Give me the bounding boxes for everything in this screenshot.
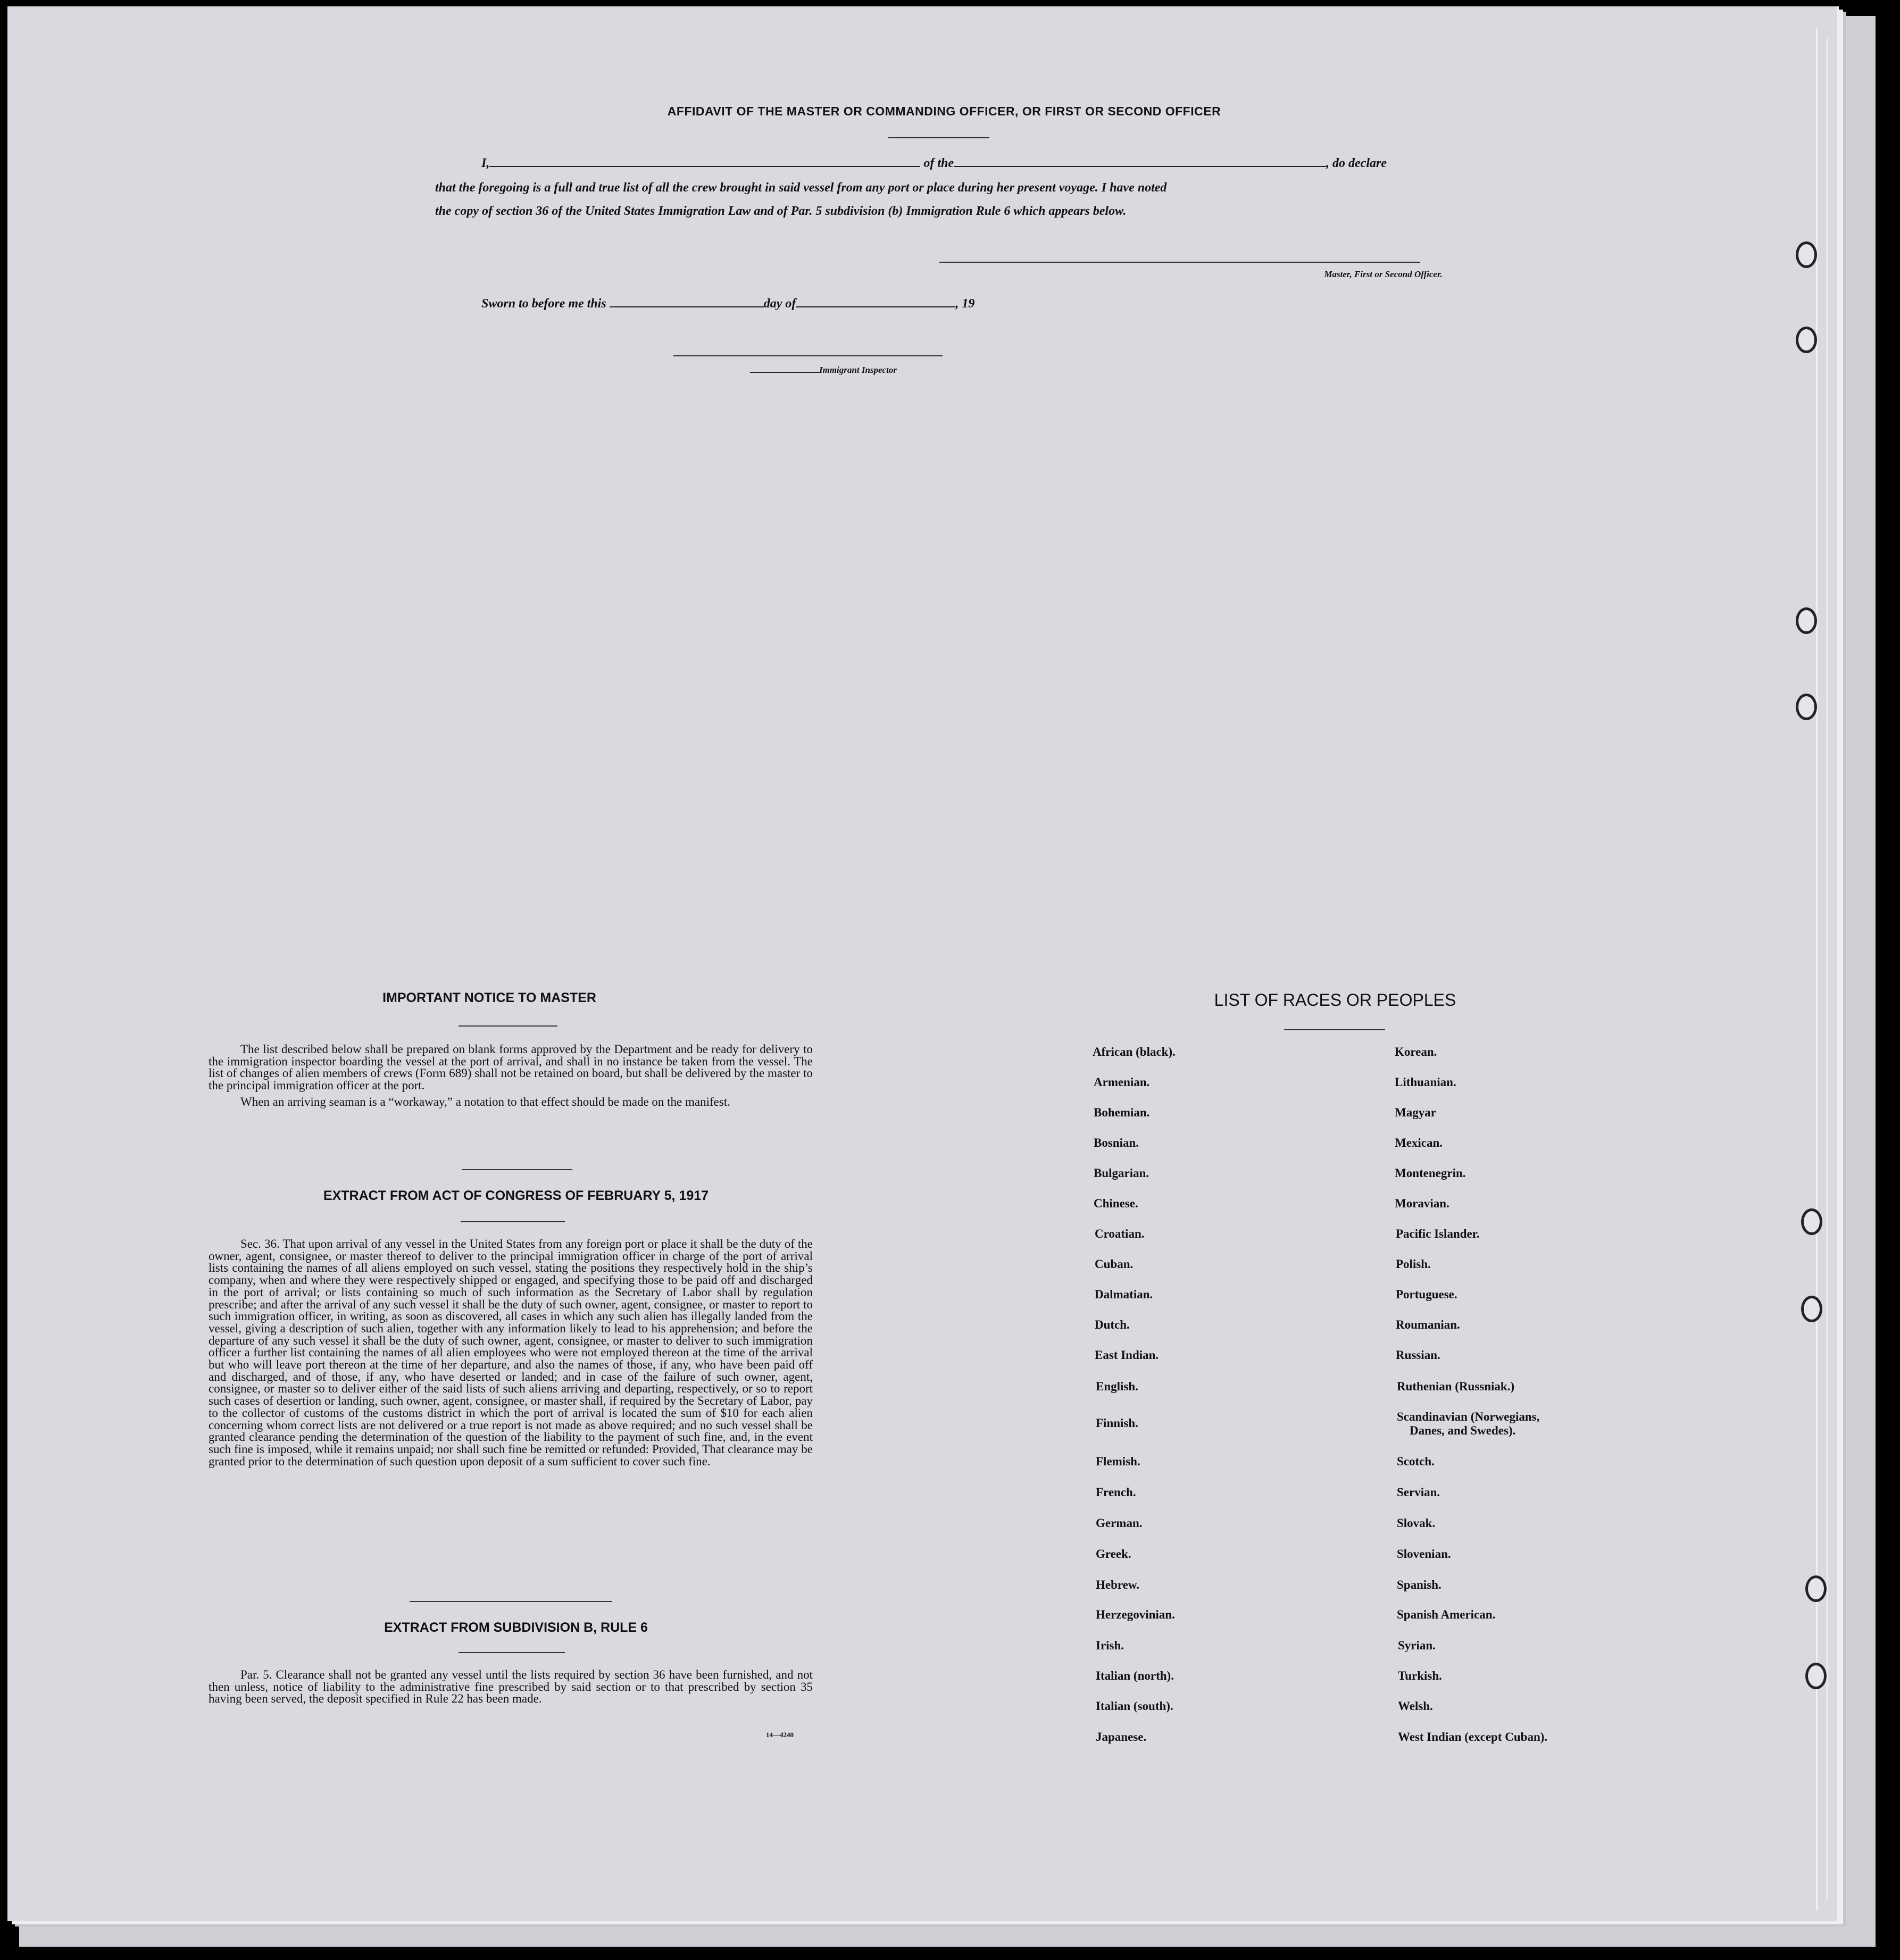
race-item: Polish. xyxy=(1396,1257,1431,1271)
race-item: Irish. xyxy=(1096,1639,1124,1652)
race-item: German. xyxy=(1096,1516,1143,1530)
day-of-label: day of xyxy=(763,297,796,311)
race-item: Bulgarian. xyxy=(1094,1166,1149,1180)
race-item: Chinese. xyxy=(1094,1197,1138,1210)
notice-paragraph: The list described below shall be prepared on blank forms approved by the Department and be ready for delivery to the immigration inspector boarding the vessel at the port of arrival, and shall in no instance be taken from the vessel. The list of changes of alien members of crews (Form 689) shall not be retained on board, but shall be delivered by the master to the principal immigration officer at the port. xyxy=(209,1042,813,1092)
race-item: Turkish. xyxy=(1398,1669,1442,1682)
binder-hole xyxy=(1796,241,1817,268)
race-item: East Indian. xyxy=(1095,1348,1159,1362)
act-heading: EXTRACT FROM ACT OF CONGRESS OF FEBRUARY 5, 1917 xyxy=(323,1188,709,1203)
race-item: Armenian. xyxy=(1094,1075,1150,1089)
race-item-continuation: Danes, and Swedes). xyxy=(1410,1424,1516,1437)
rule-heading: EXTRACT FROM SUBDIVISION B, RULE 6 xyxy=(384,1620,648,1635)
race-item: Ruthenian (Russniak.) xyxy=(1397,1380,1515,1393)
race-item: Scotch. xyxy=(1397,1455,1435,1468)
binder-hole xyxy=(1796,694,1817,720)
race-item: Italian (north). xyxy=(1096,1669,1174,1682)
year-label: , 19 xyxy=(955,297,975,311)
race-item: Portuguese. xyxy=(1396,1288,1457,1301)
race-item: Greek. xyxy=(1096,1547,1131,1561)
race-item: Croatian. xyxy=(1095,1227,1145,1240)
signature-line[interactable] xyxy=(939,262,1420,263)
form-sheet xyxy=(7,6,1839,1921)
inspector-name-field[interactable] xyxy=(750,371,819,373)
divider xyxy=(888,137,989,138)
divider xyxy=(462,1169,572,1170)
act-body xyxy=(209,1238,813,1467)
race-item: Dutch. xyxy=(1095,1318,1130,1331)
signature-caption: Master, First or Second Officer. xyxy=(1324,269,1443,279)
race-item: Pacific Islander. xyxy=(1396,1227,1480,1240)
binder-hole xyxy=(1796,607,1817,634)
race-item: Bohemian. xyxy=(1094,1106,1150,1119)
race-item: Spanish. xyxy=(1397,1578,1441,1591)
vessel-name-field[interactable] xyxy=(954,165,1326,167)
race-item: Servian. xyxy=(1397,1486,1440,1499)
divider xyxy=(459,1025,557,1027)
declaration-text: the copy of section 36 of the United States Immigration Law and of Par. 5 subdivision (b) Immigration Rule 6 which appears below. xyxy=(435,204,1127,218)
sworn-month-field[interactable] xyxy=(796,306,955,307)
rule-paragraph: Par. 5. Clearance shall not be granted any vessel until the lists required by section 36 have been furnished, and not then unless, notice of liability to the administrative fine prescribed by said section or to that prescribed by section 35 having been served, the deposit specified in Rule 22 has been made. xyxy=(209,1668,813,1706)
binder-hole xyxy=(1801,1296,1822,1322)
race-item: Spanish American. xyxy=(1397,1608,1496,1621)
race-item: Herzegovinian. xyxy=(1096,1608,1175,1621)
race-item: Scandinavian (Norwegians, xyxy=(1397,1410,1540,1423)
declare-label: , do declare xyxy=(1326,156,1387,170)
race-item: Russian. xyxy=(1396,1348,1440,1362)
rule-body xyxy=(209,1669,813,1705)
race-item: Lithuanian. xyxy=(1395,1075,1456,1089)
inspector-label: Immigrant Inspector xyxy=(819,365,897,375)
race-item: Magyar xyxy=(1395,1106,1436,1119)
race-item: Moravian. xyxy=(1395,1197,1449,1210)
race-item: West Indian (except Cuban). xyxy=(1398,1730,1548,1744)
race-item: English. xyxy=(1096,1380,1138,1393)
form-number: 14—4240 xyxy=(766,1731,794,1739)
notice-paragraph: When an arriving seaman is a “workaway,” a notation to that effect should be made on the manifest. xyxy=(240,1095,730,1108)
page-edge xyxy=(1827,38,1828,1900)
affidavit-title: AFFIDAVIT OF THE MASTER OR COMMANDING OFFICER, OR FIRST OR SECOND OFFICER xyxy=(667,104,1221,118)
binder-hole xyxy=(1801,1208,1822,1235)
race-item: Italian (south). xyxy=(1096,1699,1173,1713)
sworn-day-field[interactable] xyxy=(610,306,764,307)
of-the-label: of the xyxy=(923,156,954,170)
divider xyxy=(1284,1029,1385,1030)
race-item: Montenegrin. xyxy=(1395,1166,1466,1180)
race-item: Japanese. xyxy=(1096,1730,1147,1744)
inspector-caption xyxy=(750,365,941,376)
race-item: Welsh. xyxy=(1398,1699,1433,1713)
races-heading: LIST OF RACES OR PEOPLES xyxy=(1214,990,1456,1010)
sworn-prefix: Sworn to before me this xyxy=(481,297,606,311)
race-item: Bosnian. xyxy=(1094,1136,1139,1149)
divider xyxy=(459,1652,565,1653)
page-edge xyxy=(1816,28,1818,1911)
binder-hole xyxy=(1796,327,1817,353)
race-item: Cuban. xyxy=(1095,1257,1134,1271)
declarant-prefix: I, xyxy=(481,156,490,170)
race-item: Korean. xyxy=(1395,1045,1437,1058)
race-item: Syrian. xyxy=(1398,1639,1436,1652)
race-item: French. xyxy=(1096,1486,1136,1499)
inspector-signature-line[interactable] xyxy=(673,355,943,356)
race-item: Dalmatian. xyxy=(1095,1288,1153,1301)
sworn-line xyxy=(481,297,974,311)
race-item: Flemish. xyxy=(1096,1455,1140,1468)
declaration-line xyxy=(481,156,1387,171)
race-item: Slovenian. xyxy=(1397,1547,1451,1561)
race-item: Slovak. xyxy=(1397,1516,1436,1530)
act-paragraph: Sec. 36. That upon arrival of any vessel in the United States from any foreign port or place it shall be the duty of the owner, agent, consignee, or master thereof to deliver to the principal immigration officer in charge of the port of arrival lists containing the names of all aliens employed on such vessel, stating the positions they respectively hold in the ship’s company, when and where they were respectively shipped or engaged, and specifying those to be paid off and discharged in the port of arrival; or lists containing so much of such information as the Secretary of Labor shall by regulation prescribe; and after the arrival of any such vessel it shall be the duty of such owner, agent, consignee, or master to report to such immigration officer, in writing, as soon as discovered, all cases in which any such alien has illegally landed from the vessel, giving a description of such alien, together with any information likely to lead to his apprehension; and before the departure of any such vessel it shall be the duty of such owner, agent, consignee, or master to deliver to such immigration officer a further list containing the names of all alien employees who were not employed thereon at the time of the arrival but who will leave port thereon at the time of her departure, and also the names of those, if any, who have been paid off and discharged, and of those, if any, who have deserted or landed; and in case of the failure of such owner, agent, consignee, or master so to deliver either of the said lists of such aliens arriving and departing, respectively, or so to report such cases of desertion or landing, such owner, agent, consignee, or master shall, if required by the Secretary of Labor, pay to the collector of customs of the customs district in which the port of arrival is located the sum of $10 for each alien concerning whom correct lists are not delivered or a true report is not made as above required; and no such vessel shall be granted clearance pending the determination of the question of the liability to the payment of such fine, and, in the event such fine is imposed, while it remains unpaid; nor shall such fine be remitted or refunded: Provided, That clearance may be granted prior to the determination of such question upon deposit of a sum sufficient to cover such fine. xyxy=(209,1237,813,1468)
race-item: Hebrew. xyxy=(1096,1578,1139,1591)
declaration-text: that the foregoing is a full and true list of all the crew brought in said vessel from any port or place during her present voyage. I have noted xyxy=(435,181,1167,195)
divider xyxy=(410,1601,612,1602)
notice-heading: IMPORTANT NOTICE TO MASTER xyxy=(382,990,596,1005)
race-item: Roumanian. xyxy=(1396,1318,1460,1331)
race-item: Finnish. xyxy=(1096,1416,1138,1430)
race-item: Mexican. xyxy=(1395,1136,1443,1149)
binder-hole xyxy=(1805,1663,1827,1689)
race-item: African (black). xyxy=(1093,1045,1176,1058)
divider xyxy=(461,1221,565,1222)
declarant-name-field[interactable] xyxy=(489,165,920,167)
binder-hole xyxy=(1805,1575,1827,1602)
notice-body xyxy=(209,1044,813,1108)
